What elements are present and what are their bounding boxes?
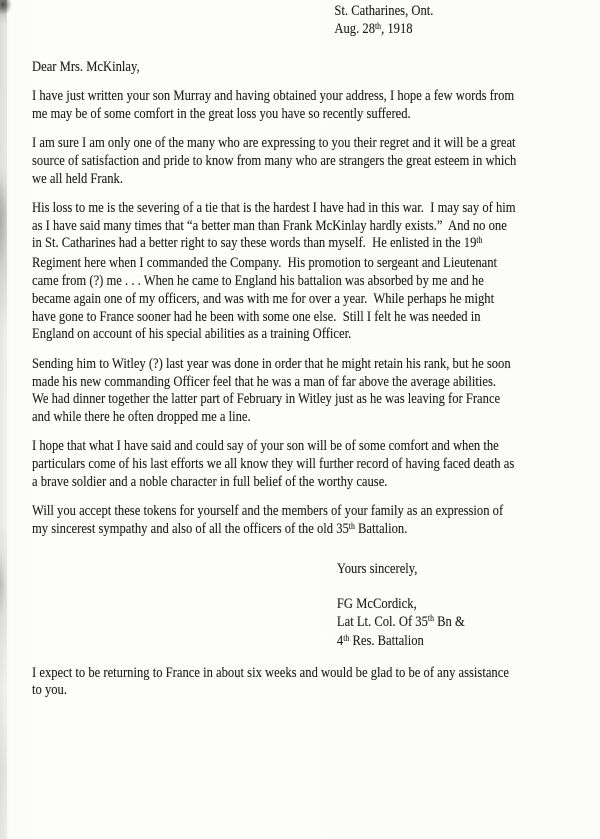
text-line: source of satisfaction and pride to know from many who are strangers the great esteem in which [32,152,517,169]
text-line: We had dinner together the latter part of February in Witley just as he was leaving for France [32,391,501,408]
text-line: a brave soldier and a noble character in full belief of the worthy cause. [32,474,388,491]
paragraph [32,200,600,344]
letter-dateline [334,3,600,41]
paragraph [32,438,600,491]
text-line: Sending him to Witley (?) last year was done in order that he might retain his rank, but he soon [32,355,511,372]
paragraph [32,88,600,124]
paragraph [32,356,600,427]
text-line: we all held Frank. [32,170,123,187]
text-line: have gone to France sooner had he been with some one else. Still I felt he was needed in [32,308,481,325]
scan-corner-mark [0,0,12,15]
letter-date: Aug. 28th, 1918 [334,20,413,37]
text-line: to you. [32,682,68,699]
text-line: in St. Catharines had a better right to say these words than myself. He enlisted in the 19th [32,235,483,252]
scan-smudge-artifact [0,178,6,263]
text-line: and while there he often dropped me a line. [32,409,251,426]
signature-area [337,561,600,653]
text-line: me may be of some comfort in the great loss you have so recently suffered. [32,105,411,122]
text-line: His loss to me is the severing of a tie that is the hardest I have had in this war. I may say of him [32,199,516,216]
letter-location: St. Catharines, Ont. [334,3,434,19]
text-line: I hope that what I have said and could say of your son will be of some comfort and when the [32,438,499,455]
text-line: my sincerest sympathy and also of all the officers of the old 35th Battalion. [32,521,408,538]
text-line: Regiment here when I commanded the Company. His promotion to sergeant and Lieutenant [32,255,498,272]
signature-block [337,596,600,653]
text-line: Lat Lt. Col. Of 35th Bn & [336,613,465,630]
letter-closing: Yours sincerely, [336,560,418,577]
paragraph [32,503,600,541]
text-line: made his new commanding Officer feel that he was a man of far above the average abilities. [32,373,497,390]
text-line: I expect to be returning to France in about six weeks and would be glad to be of any assistance [32,664,509,681]
text-line: as I have said many times that “a better man than Frank McKinlay hardly exists.” And no one [32,217,507,234]
text-line: became again one of my officers, and was with me for over a year. While perhaps he might [32,290,495,307]
scan-smudge-artifact [0,555,5,615]
text-line: came from (?) me . . . When he came to England his battalion was absorbed by me and he [32,273,484,290]
letter-content [32,0,600,700]
letter-salutation: Dear Mrs. McKinlay, [32,58,140,75]
text-line: England on account of his special abilities as a training Officer. [32,326,352,343]
scan-edge-artifact [0,0,7,839]
letter-postscript [32,665,600,701]
text-line: particulars come of his last efforts we all know they will further record of having faced death as [32,456,515,473]
text-line: FG McCordick, [336,595,417,612]
paragraph [32,135,600,188]
text-line: I have just written your son Murray and having obtained your address, I hope a few words from [32,87,515,104]
text-line: Will you accept these tokens for yourself and the members of your family as an expression of [32,503,504,520]
text-line: I am sure I am only one of the many who are expressing to you their regret and it will be a great [32,134,516,151]
letter-body [32,88,600,541]
text-line: 4th Res. Battalion [336,633,424,650]
